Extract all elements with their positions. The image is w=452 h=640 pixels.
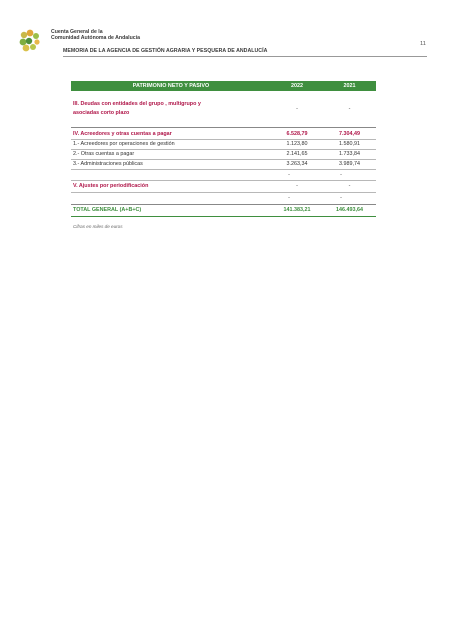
footnote: Cifras en miles de euros [73, 224, 123, 229]
row-label: TOTAL GENERAL (A+B+C) [73, 207, 142, 213]
row-value-2021: 1.580,91 [339, 141, 360, 147]
column-header-label: PATRIMONIO NETO Y PASIVO [132, 83, 210, 89]
junta-andalucia-logo-icon [19, 29, 45, 55]
header-divider [63, 56, 427, 57]
column-header-2022: 2022 [291, 83, 303, 89]
row-divider [71, 139, 376, 140]
row-value-2021: 1.733,84 [339, 151, 360, 157]
row-value-2022: 2.141,65 [286, 151, 308, 157]
memoria-title: MEMORIA DE LA AGENCIA DE GESTIÓN AGRARIA Y PESQUERA DE ANDALUCÍA [63, 48, 268, 54]
row-divider [71, 127, 376, 128]
row-label: 2.- Otras cuentas a pagar [73, 151, 135, 157]
row-label: 1.- Acreedores por operaciones de gestión [73, 141, 175, 147]
row-value-2022: - [296, 183, 298, 189]
page-number: 11 [420, 41, 427, 47]
row-value-2022: 1.123,80 [286, 141, 308, 147]
column-header-2021: 2021 [343, 83, 356, 89]
row-label: V. Ajustes por periodificación [73, 183, 149, 189]
row-value-2021: 146.493,64 [336, 207, 363, 213]
row-divider [71, 192, 376, 193]
row-value-2022: 141.383,21 [283, 207, 311, 213]
row-value-2022: - [288, 172, 290, 178]
row-value-2021: - [340, 172, 342, 178]
row-value-2022: - [296, 106, 298, 112]
row-value-2021: - [340, 195, 342, 201]
organization-line-2: Comunidad Autónoma de Andalucía [51, 35, 140, 42]
row-divider [71, 149, 376, 150]
row-value-2021: 7.304,49 [339, 131, 360, 137]
row-value-2022: 6.528,79 [286, 131, 308, 137]
row-value-2022: - [288, 195, 290, 201]
organization-title [51, 29, 140, 42]
row-divider [71, 204, 376, 205]
row-divider [71, 159, 376, 160]
row-divider [71, 216, 376, 217]
row-label: IV. Acreedores y otras cuentas a pagar [73, 131, 172, 137]
balance-table [71, 81, 376, 213]
table-header [71, 81, 376, 91]
row-value-2021: - [348, 183, 351, 189]
row-value-2021: 3.989,74 [339, 161, 360, 167]
row-divider [71, 180, 376, 181]
row-value-2022: 3.263,34 [286, 161, 308, 167]
table-row-section-3 [71, 101, 376, 121]
row-label: 3.- Administraciones públicas [73, 161, 143, 167]
row-value-2021: - [348, 106, 351, 112]
row-label-line-2: asociadas corto plazo [73, 110, 130, 116]
row-divider [71, 169, 376, 170]
organization-line-1: Cuenta General de la [51, 29, 103, 35]
row-label-line-1: III. Deudas con entidades del grupo , multigrupo y [73, 101, 201, 107]
